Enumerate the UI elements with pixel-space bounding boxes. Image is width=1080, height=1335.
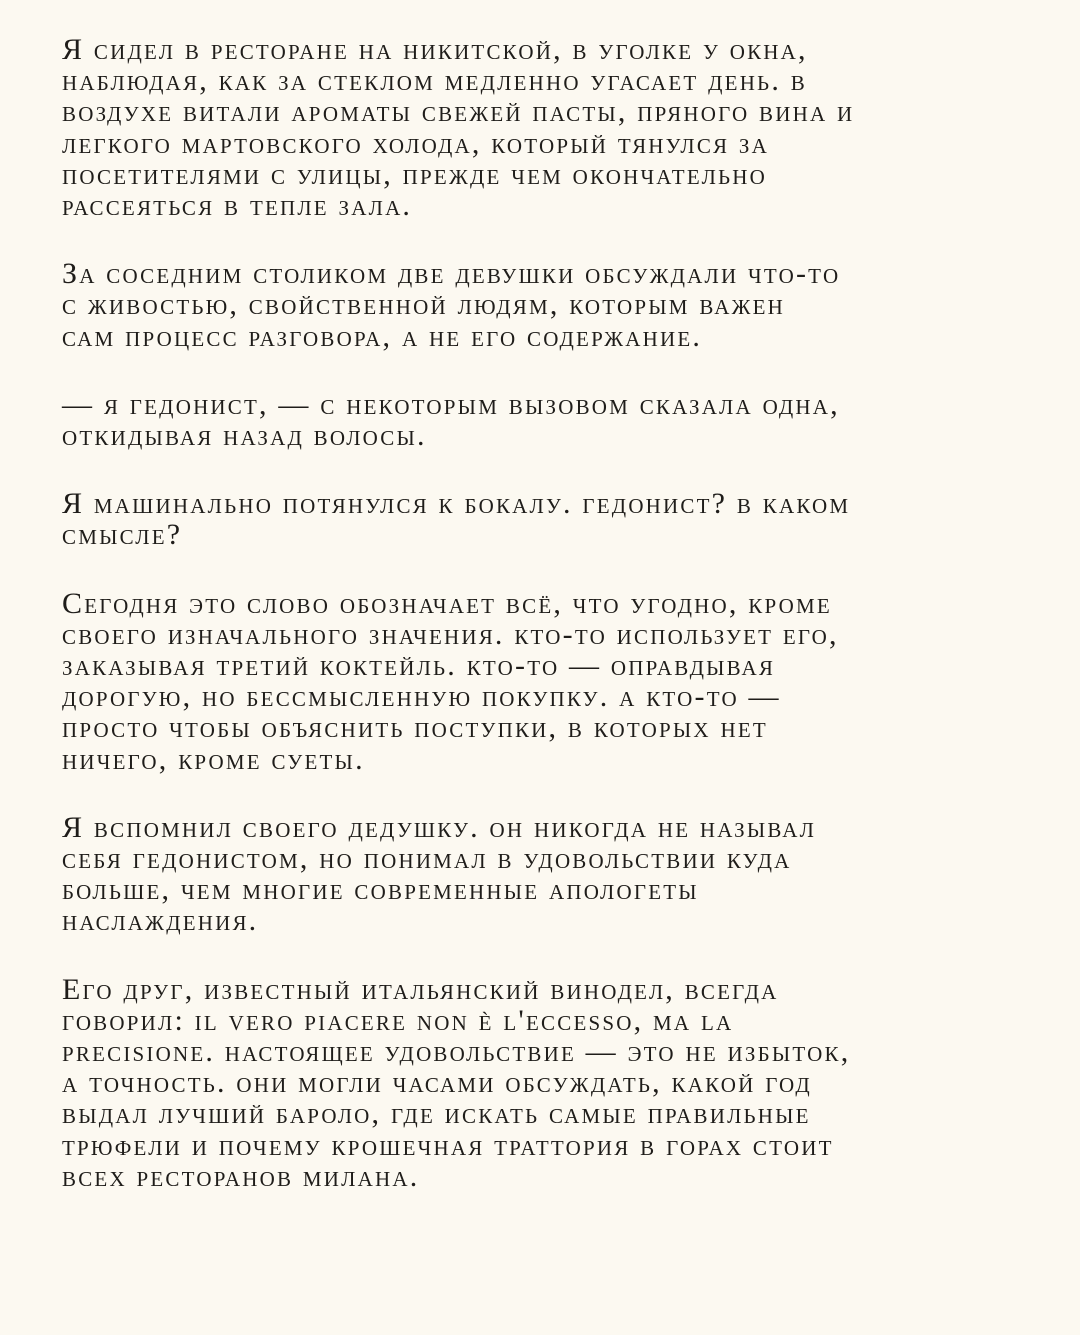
paragraph-7: Его друг, известный итальянский винодел, всегда говорил: il vero piacere non è l'eccesso, ma la precisione. настоящее удовольствие — это не избыток, а точность. они могли часами обсуждать, какой год выдал лучший бароло, где искать самые правильные трюфели и почему крошечная траттория в горах стоит всех ресторанов милана. [62,972,851,1193]
paragraph-6: Я вспомнил своего дедушку. он никогда не называл себя гедонистом, но понимал в удовольствии куда больше, чем многие современные апологеты наслаждения. [62,810,817,938]
paragraph-2: За соседним столиком две девушки обсуждали что-то с живостью, свойственной людям, которым важен сам процесс разговора, а не его содержание. [62,257,841,353]
paragraph-5: Сегодня это слово обозначает всё, что угодно, кроме своего изначального значения. кто-то использует его, заказывая третий коктейль. кто-то — оправдывая дорогую, но бессмысленную покупку. а кто-то — просто чтобы объяснить поступки, в которых нет ничего, кроме суеты. [62,586,839,776]
paragraph-1: Я сидел в ресторане на никитской, в уголке у окна, наблюдая, как за стеклом медленно угасает день. в воздухе витали ароматы свежей пасты, пряного вина и легкого мартовского холода, который тянулся за посетителями с улицы, прежде чем окончательно рассеяться в тепле зала. [62,33,855,223]
paragraph-4: Я машинально потянулся к бокалу. гедонист? в каком смысле? [62,487,851,552]
paragraph-3: — я гедонист, — с некоторым вызовом сказала одна, откидывая назад волосы. [62,387,840,453]
